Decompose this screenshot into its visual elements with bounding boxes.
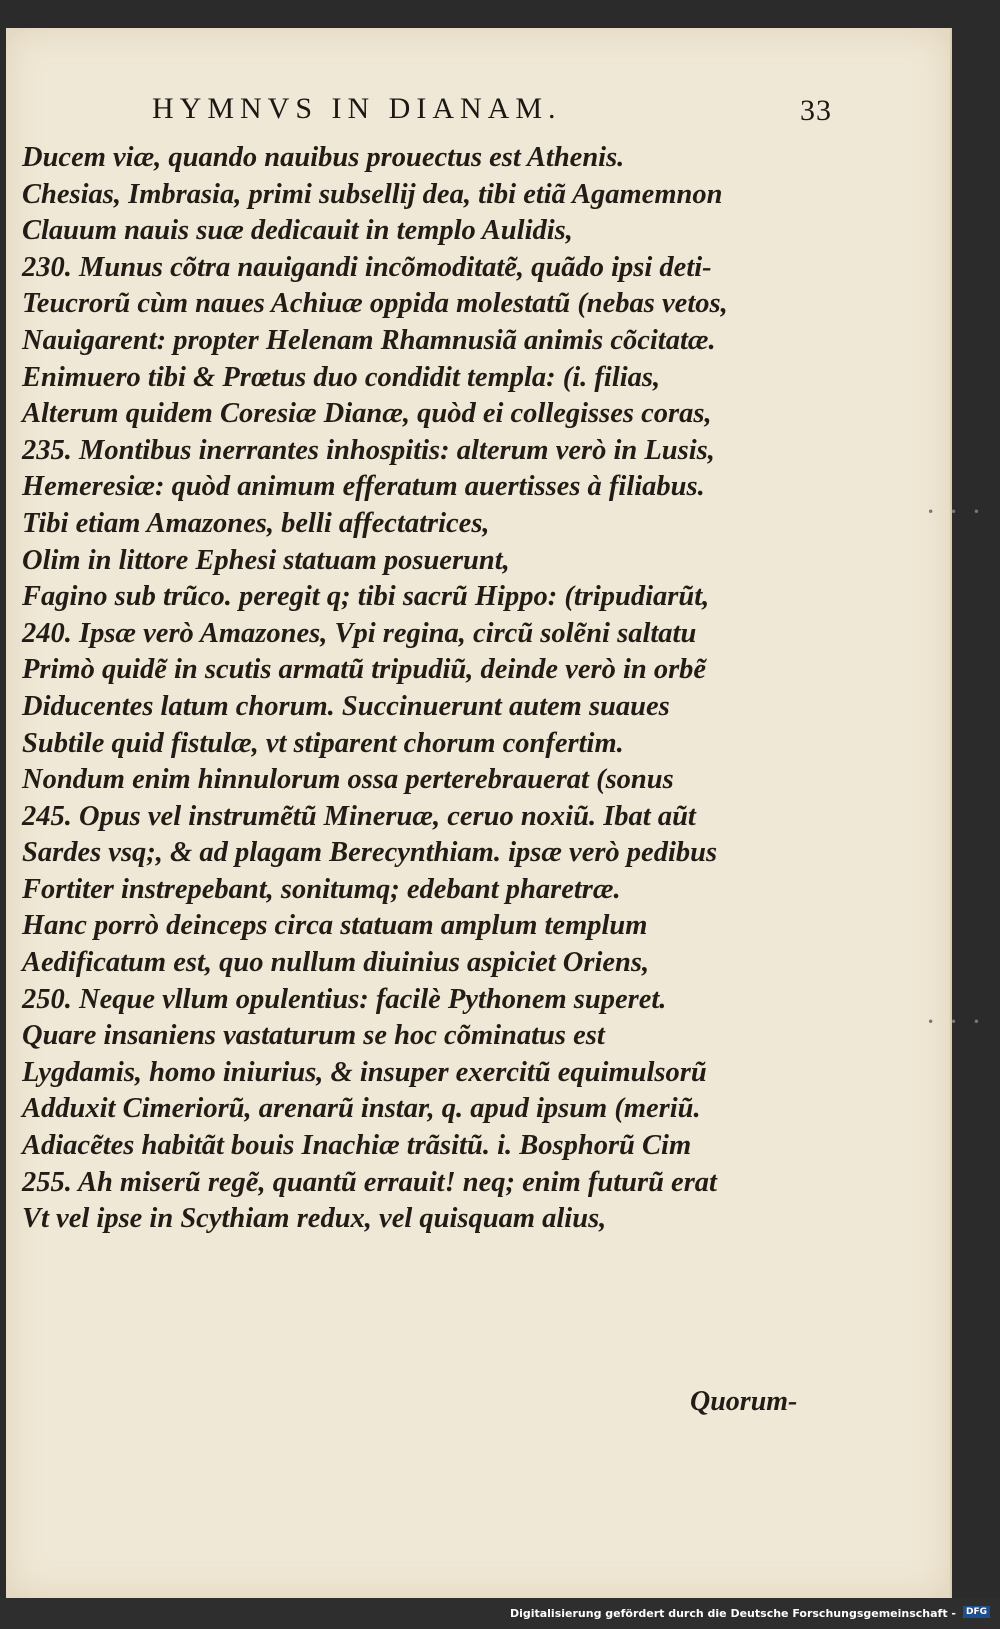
text-line: 240. Ipsæ verò Amazones, Vpi regina, circũ solẽni saltatu	[22, 617, 697, 649]
running-title: HYMNVS IN DIANAM.	[152, 92, 562, 125]
text-line: Clauum nauis suæ dedicauit in templo Aulidis,	[22, 215, 573, 247]
margin-dots-bottom: • • •	[927, 1015, 986, 1029]
text-line: 255. Ah miserũ regẽ, quantũ errauit! neq; enim futurũ erat	[22, 1166, 717, 1198]
text-line: Nondum enim hinnulorum ossa perterebrauerat (sonus	[22, 764, 674, 796]
text-line: Nauigarent: propter Helenam Rhamnusiã animis cõcitatæ.	[22, 324, 716, 356]
text-line: 235. Montibus inerrantes inhospitis: alterum verò in Lusis,	[22, 434, 715, 466]
text-line: Primò quidẽ in scutis armatũ tripudiũ, deinde verò in orbẽ	[22, 654, 707, 686]
margin-dots-top: • • •	[927, 505, 986, 519]
dfg-logo: DFG	[963, 1606, 990, 1618]
text-line: Fortiter instrepebant, sonitumq; edebant pharetræ.	[22, 873, 621, 905]
catchword: Quorum-	[690, 1386, 798, 1417]
running-header	[152, 92, 832, 136]
funding-credit: Digitalisierung gefördert durch die Deutsche Forschungsgemeinschaft -	[509, 1607, 956, 1620]
text-line: Adiacẽtes habitãt bouis Inachiæ trãsitũ. i. Bosphorũ Cim	[22, 1130, 692, 1162]
text-line: Ducem viæ, quando nauibus prouectus est Athenis.	[22, 142, 625, 173]
text-line: Aedificatum est, quo nullum diuinius aspiciet Oriens,	[22, 947, 650, 979]
page-number: 33	[800, 94, 832, 127]
text-line: Tibi etiam Amazones, belli affectatrices,	[22, 507, 490, 539]
text-line: 250. Neque vllum opulentius: facilè Pythonem superet.	[22, 983, 667, 1015]
text-line: Hemeresiæ: quòd animum efferatum auertisses à filiabus.	[22, 471, 705, 503]
footer-bar	[0, 1598, 1000, 1629]
text-line: 245. Opus vel instrumẽtũ Mineruæ, ceruo noxiũ. Ibat aũt	[22, 800, 696, 832]
text-line: Sardes vsq;, & ad plagam Berecynthiam. ipsæ verò pedibus	[22, 837, 718, 869]
text-line: Diducentes latum chorum. Succinuerunt autem suaues	[22, 690, 670, 722]
poem-text	[22, 140, 842, 1238]
text-line: Chesias, Imbrasia, primi subsellij dea, tibi etiã Agamemnon	[22, 178, 723, 210]
text-line: Adduxit Cimeriorũ, arenarũ instar, q. apud ipsum (meriũ.	[22, 1093, 701, 1125]
text-line: Enimuero tibi & Prœtus duo condidit templa: (i. filias,	[22, 361, 661, 393]
text-line: 230. Munus cõtra nauigandi incõmoditatẽ, quãdo ipsi deti-	[22, 251, 712, 283]
text-line: Quare insaniens vastaturum se hoc cõminatus est	[22, 1020, 605, 1052]
text-line: Subtile quid fistulæ, vt stiparent chorum confertim.	[22, 727, 624, 759]
text-line: Vt vel ipse in Scythiam redux, vel quisquam alius,	[22, 1203, 607, 1235]
text-line: Teucrorũ cùm naues Achiuæ oppida molestatũ (nebas vetos,	[22, 288, 728, 320]
text-line: Fagino sub trũco. peregit q; tibi sacrũ Hippo: (tripudiarũt,	[22, 581, 710, 613]
text-line: Alterum quidem Coresiæ Dianæ, quòd ei collegisses coras,	[22, 398, 712, 430]
text-line: Olim in littore Ephesi statuam posuerunt,	[22, 544, 510, 576]
text-line: Lygdamis, homo iniurius, & insuper exercitũ equimulsorũ	[22, 1056, 707, 1088]
text-line: Hanc porrò deinceps circa statuam amplum templum	[22, 910, 648, 942]
